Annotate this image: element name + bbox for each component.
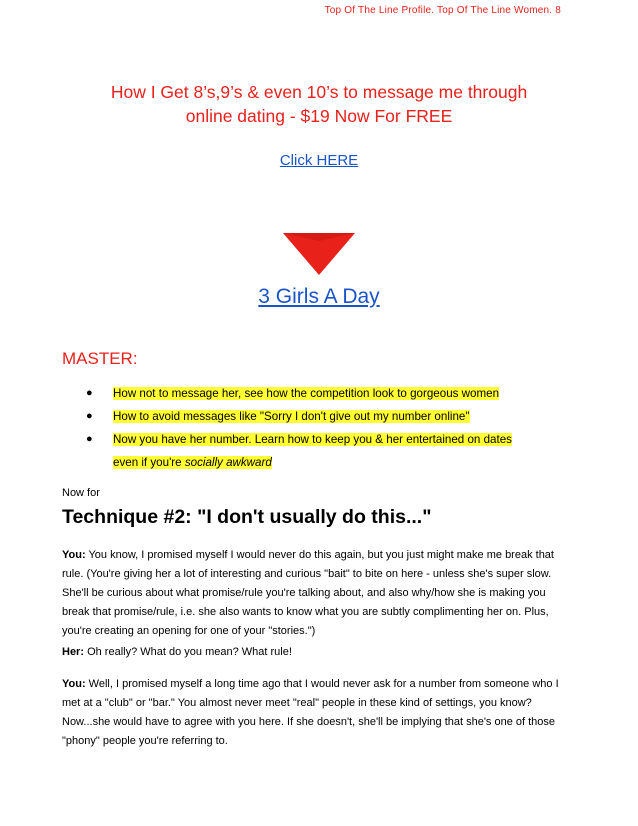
dialogue-paragraph bbox=[62, 643, 572, 662]
three-girls-link[interactable]: 3 Girls A Day bbox=[258, 285, 380, 308]
page-header: Top Of The Line Profile. Top Of The Line Women. 8 bbox=[324, 5, 561, 16]
speaker-label: You: bbox=[62, 549, 86, 561]
master-heading: MASTER: bbox=[62, 349, 138, 368]
speaker-label: You: bbox=[62, 678, 86, 690]
dialogue-paragraph bbox=[62, 546, 572, 641]
bullet-dot-icon: ● bbox=[86, 387, 93, 399]
bullet-text: How not to message her, see how the competition look to gorgeous women bbox=[113, 387, 500, 400]
dialogue-paragraph bbox=[62, 675, 572, 751]
bullet-dot-icon: ● bbox=[86, 410, 93, 422]
list-item bbox=[86, 382, 556, 405]
bullet-text: Now you have her number. Learn how to keep you & her entertained on dates bbox=[113, 433, 512, 446]
bullet-text: How to avoid messages like "Sorry I don't give out my number online" bbox=[113, 410, 470, 423]
dialogue-text: You know, I promised myself I would never do this again, but you just might make me break that rule. (You're giving her a lot of interesting and curious "bait" to bite on here - unless she's super slow. She'll be curious about what promise/rule you're talking about, and also why/how she is making you break that promise/rule, i.e. she also wants to know what you are subtly complimenting her on. Plus, you're creating an opening for one of your "stories.") bbox=[62, 549, 554, 637]
red-down-arrow-icon bbox=[283, 231, 355, 275]
headline-line-1: How I Get 8’s,9’s & even 10’s to message me through bbox=[110, 82, 528, 102]
click-here-container bbox=[0, 152, 638, 170]
headline bbox=[60, 80, 578, 128]
master-bullet-list bbox=[86, 382, 556, 474]
headline-line-2: online dating - $19 Now For FREE bbox=[185, 106, 453, 126]
click-here-link[interactable]: Click HERE bbox=[279, 152, 359, 169]
bullet-dot-icon: ● bbox=[86, 433, 93, 445]
technique-title: Technique #2: "I don't usually do this..." bbox=[62, 506, 432, 528]
now-for-text: Now for bbox=[62, 487, 100, 499]
list-item bbox=[86, 405, 556, 428]
dialogue-text: Well, I promised myself a long time ago that I would never ask for a number from someone who I met at a "club" or "bar." You almost never meet "real" people in these kind of settings, you know? Now...she would have to agree with you here. If she doesn't, she'll be implying that she's one of those "phony" people you're referring to. bbox=[62, 678, 559, 747]
speaker-label: Her: bbox=[62, 646, 85, 658]
three-girls-container bbox=[0, 285, 638, 309]
list-item bbox=[86, 428, 556, 474]
bullet-text-continuation: even if you're socially awkward bbox=[113, 456, 272, 469]
dialogue-text: Oh really? What do you mean? What rule! bbox=[84, 646, 292, 658]
emphasis-text: socially awkward bbox=[184, 456, 272, 469]
